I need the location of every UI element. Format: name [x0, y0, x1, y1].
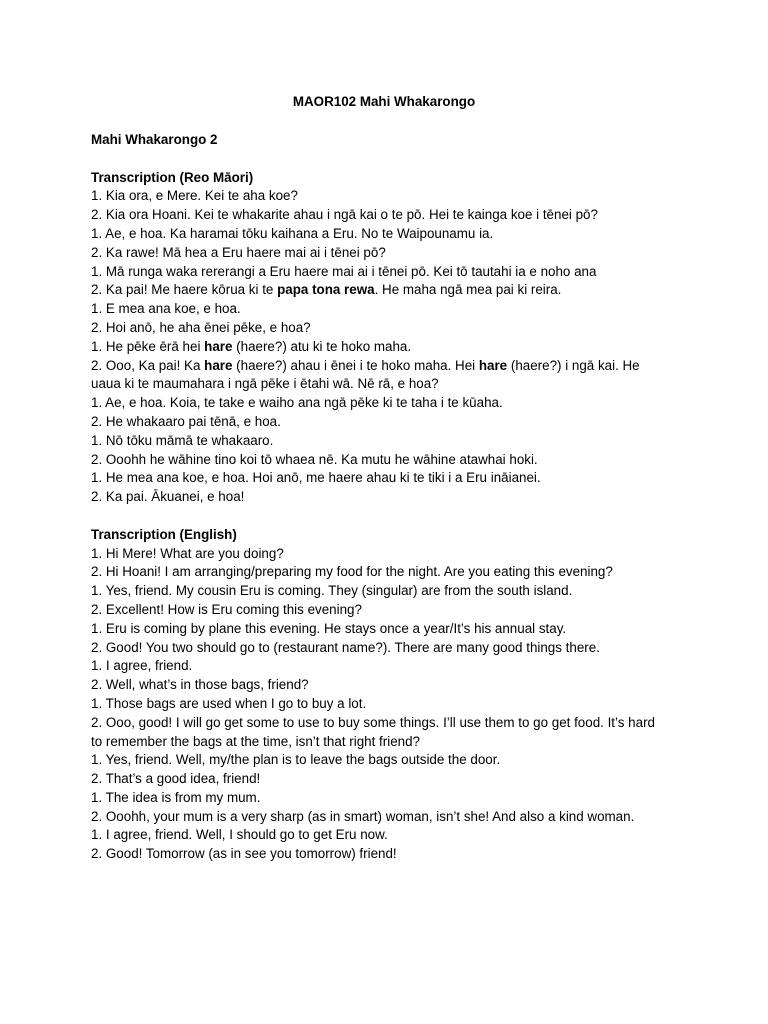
line-text: 1. He mea ana koe, e hoa. Hoi anō, me haere ahau ki te tiki i a Eru ināianei. — [91, 470, 541, 486]
english-transcript-line — [91, 826, 691, 845]
maori-transcript-line — [91, 413, 691, 432]
line-text: 2. Kia ora Hoani. Kei te whakarite ahau i ngā kai o te pō. Hei te kainga koe i tēnei pō? — [91, 207, 598, 223]
maori-transcript-line — [91, 300, 691, 319]
line-text: 1. He pēke ērā hei — [91, 338, 205, 354]
bold-term: hare — [478, 357, 508, 373]
maori-transcript-line — [91, 187, 691, 206]
english-transcript-line — [91, 676, 691, 695]
spacer — [91, 507, 691, 526]
maori-transcription — [91, 187, 691, 507]
line-text: (haere?) ahau i ēnei i te hoko maha. Hei — [232, 357, 479, 373]
line-text: 1. Mā runga waka rererangi a Eru haere mai ai i tēnei pō. Kei tō tautahi ia e noho ana — [91, 263, 597, 279]
line-text: 2. Ooo, Ka pai! Ka — [91, 357, 205, 373]
maori-transcript-line — [91, 394, 691, 413]
line-text: 2. Ka rawe! Mā hea a Eru haere mai ai i tēnei pō? — [91, 244, 386, 260]
line-text: 2. Ooohh, your mum is a very sharp (as in smart) woman, isn’t she! And also a kind woman. — [91, 808, 635, 824]
english-transcription-heading: Transcription (English) — [91, 526, 237, 542]
english-transcript-line — [91, 845, 691, 864]
line-text: 2. Ooo, good! I will go get some to use to buy some things. I’ll use them to go get food. It’s hard — [91, 714, 655, 730]
line-text: 1. Those bags are used when I go to buy a lot. — [91, 695, 367, 711]
line-text: uaua ki te maumahara i ngā pēke i ētahi wā. Nē rā, e hoa? — [91, 376, 439, 392]
maori-transcript-line — [91, 263, 691, 282]
line-text: (haere?) atu ki te hoko maha. — [232, 338, 412, 354]
line-text: 2. Hi Hoani! I am arranging/preparing my food for the night. Are you eating this evening? — [91, 564, 613, 580]
english-transcript-line — [91, 545, 691, 564]
line-text: 1. Ae, e hoa. Koia, te take e waiho ana ngā pēke ki te taha i te kūaha. — [91, 395, 503, 411]
line-text: 1. Ae, e hoa. Ka haramai tōku kaihana a Eru. No te Waipounamu ia. — [91, 225, 494, 241]
line-text: (haere?) i ngā kai. He — [507, 357, 640, 373]
line-text: 2. He whakaaro pai tēnā, e hoa. — [91, 413, 281, 429]
maori-transcript-line — [91, 451, 691, 470]
english-transcript-line — [91, 695, 691, 714]
maori-transcript-line — [91, 488, 691, 507]
line-text: 1. Eru is coming by plane this evening. He stays once a year/It’s his annual stay. — [91, 620, 567, 636]
english-transcript-line — [91, 789, 691, 808]
line-text: 2. Good! Tomorrow (as in see you tomorrow) friend! — [91, 846, 397, 862]
line-text: 1. I agree, friend. Well, I should go to get Eru now. — [91, 827, 388, 843]
document-body — [91, 131, 691, 864]
maori-transcript-line — [91, 357, 691, 376]
document-title: MAOR102 Mahi Whakarongo — [292, 94, 476, 109]
english-transcript-line — [91, 751, 691, 770]
english-transcription — [91, 545, 691, 865]
english-transcript-line — [91, 639, 691, 658]
line-text: 2. Ka pai. Ākuanei, e hoa! — [91, 489, 245, 505]
line-text: 2. That’s a good idea, friend! — [91, 771, 261, 787]
line-text: to remember the bags at the time, isn’t that right friend? — [91, 733, 420, 749]
english-transcript-line — [91, 620, 691, 639]
line-text: . He maha ngā mea pai ki reira. — [374, 282, 562, 298]
bold-term: hare — [204, 338, 233, 354]
line-text: 1. E mea ana koe, e hoa. — [91, 301, 241, 317]
line-text: 1. Yes, friend. My cousin Eru is coming. They (singular) are from the south island. — [91, 583, 573, 599]
english-transcript-line — [91, 714, 691, 733]
english-transcript-line — [91, 601, 691, 620]
line-text: 2. Good! You two should go to (restaurant name?). There are many good things there. — [91, 639, 600, 655]
english-transcript-line — [91, 770, 691, 789]
maori-transcript-line — [91, 206, 691, 225]
maori-transcript-line — [91, 225, 691, 244]
line-text: 1. Yes, friend. Well, my/the plan is to leave the bags outside the door. — [91, 752, 501, 768]
bold-term: hare — [204, 357, 233, 373]
maori-transcript-line — [91, 375, 691, 394]
line-text: 1. The idea is from my mum. — [91, 789, 261, 805]
english-transcript-line — [91, 563, 691, 582]
english-transcript-line — [91, 582, 691, 601]
english-transcript-line — [91, 808, 691, 827]
line-text: 1. Hi Mere! What are you doing? — [91, 545, 284, 561]
line-text: 2. Well, what’s in those bags, friend? — [91, 677, 309, 693]
line-text: 1. Kia ora, e Mere. Kei te aha koe? — [91, 188, 298, 204]
spacer — [91, 150, 691, 169]
line-text: 2. Ka pai! Me haere kōrua ki te — [91, 282, 278, 298]
line-text: 2. Excellent! How is Eru coming this evening? — [91, 601, 362, 617]
maori-transcript-line — [91, 432, 691, 451]
maori-transcription-heading: Transcription (Reo Māori) — [91, 169, 254, 185]
maori-transcript-line — [91, 338, 691, 357]
english-transcript-line — [91, 657, 691, 676]
maori-transcript-line — [91, 469, 691, 488]
line-text: 2. Ooohh he wāhine tino koi tō whaea nē. Ka mutu he wāhine atawhai hoki. — [91, 451, 538, 467]
line-text: 1. Nō tōku māmā te whakaaro. — [91, 432, 274, 448]
maori-transcript-line — [91, 244, 691, 263]
maori-transcript-line — [91, 319, 691, 338]
line-text: 1. I agree, friend. — [91, 658, 193, 674]
bold-term: papa tona rewa — [277, 282, 375, 298]
english-transcript-line — [91, 733, 691, 752]
line-text: 2. Hoi anō, he aha ēnei pēke, e hoa? — [91, 319, 311, 335]
section-subtitle: Mahi Whakarongo 2 — [91, 132, 218, 147]
maori-transcript-line — [91, 281, 691, 300]
